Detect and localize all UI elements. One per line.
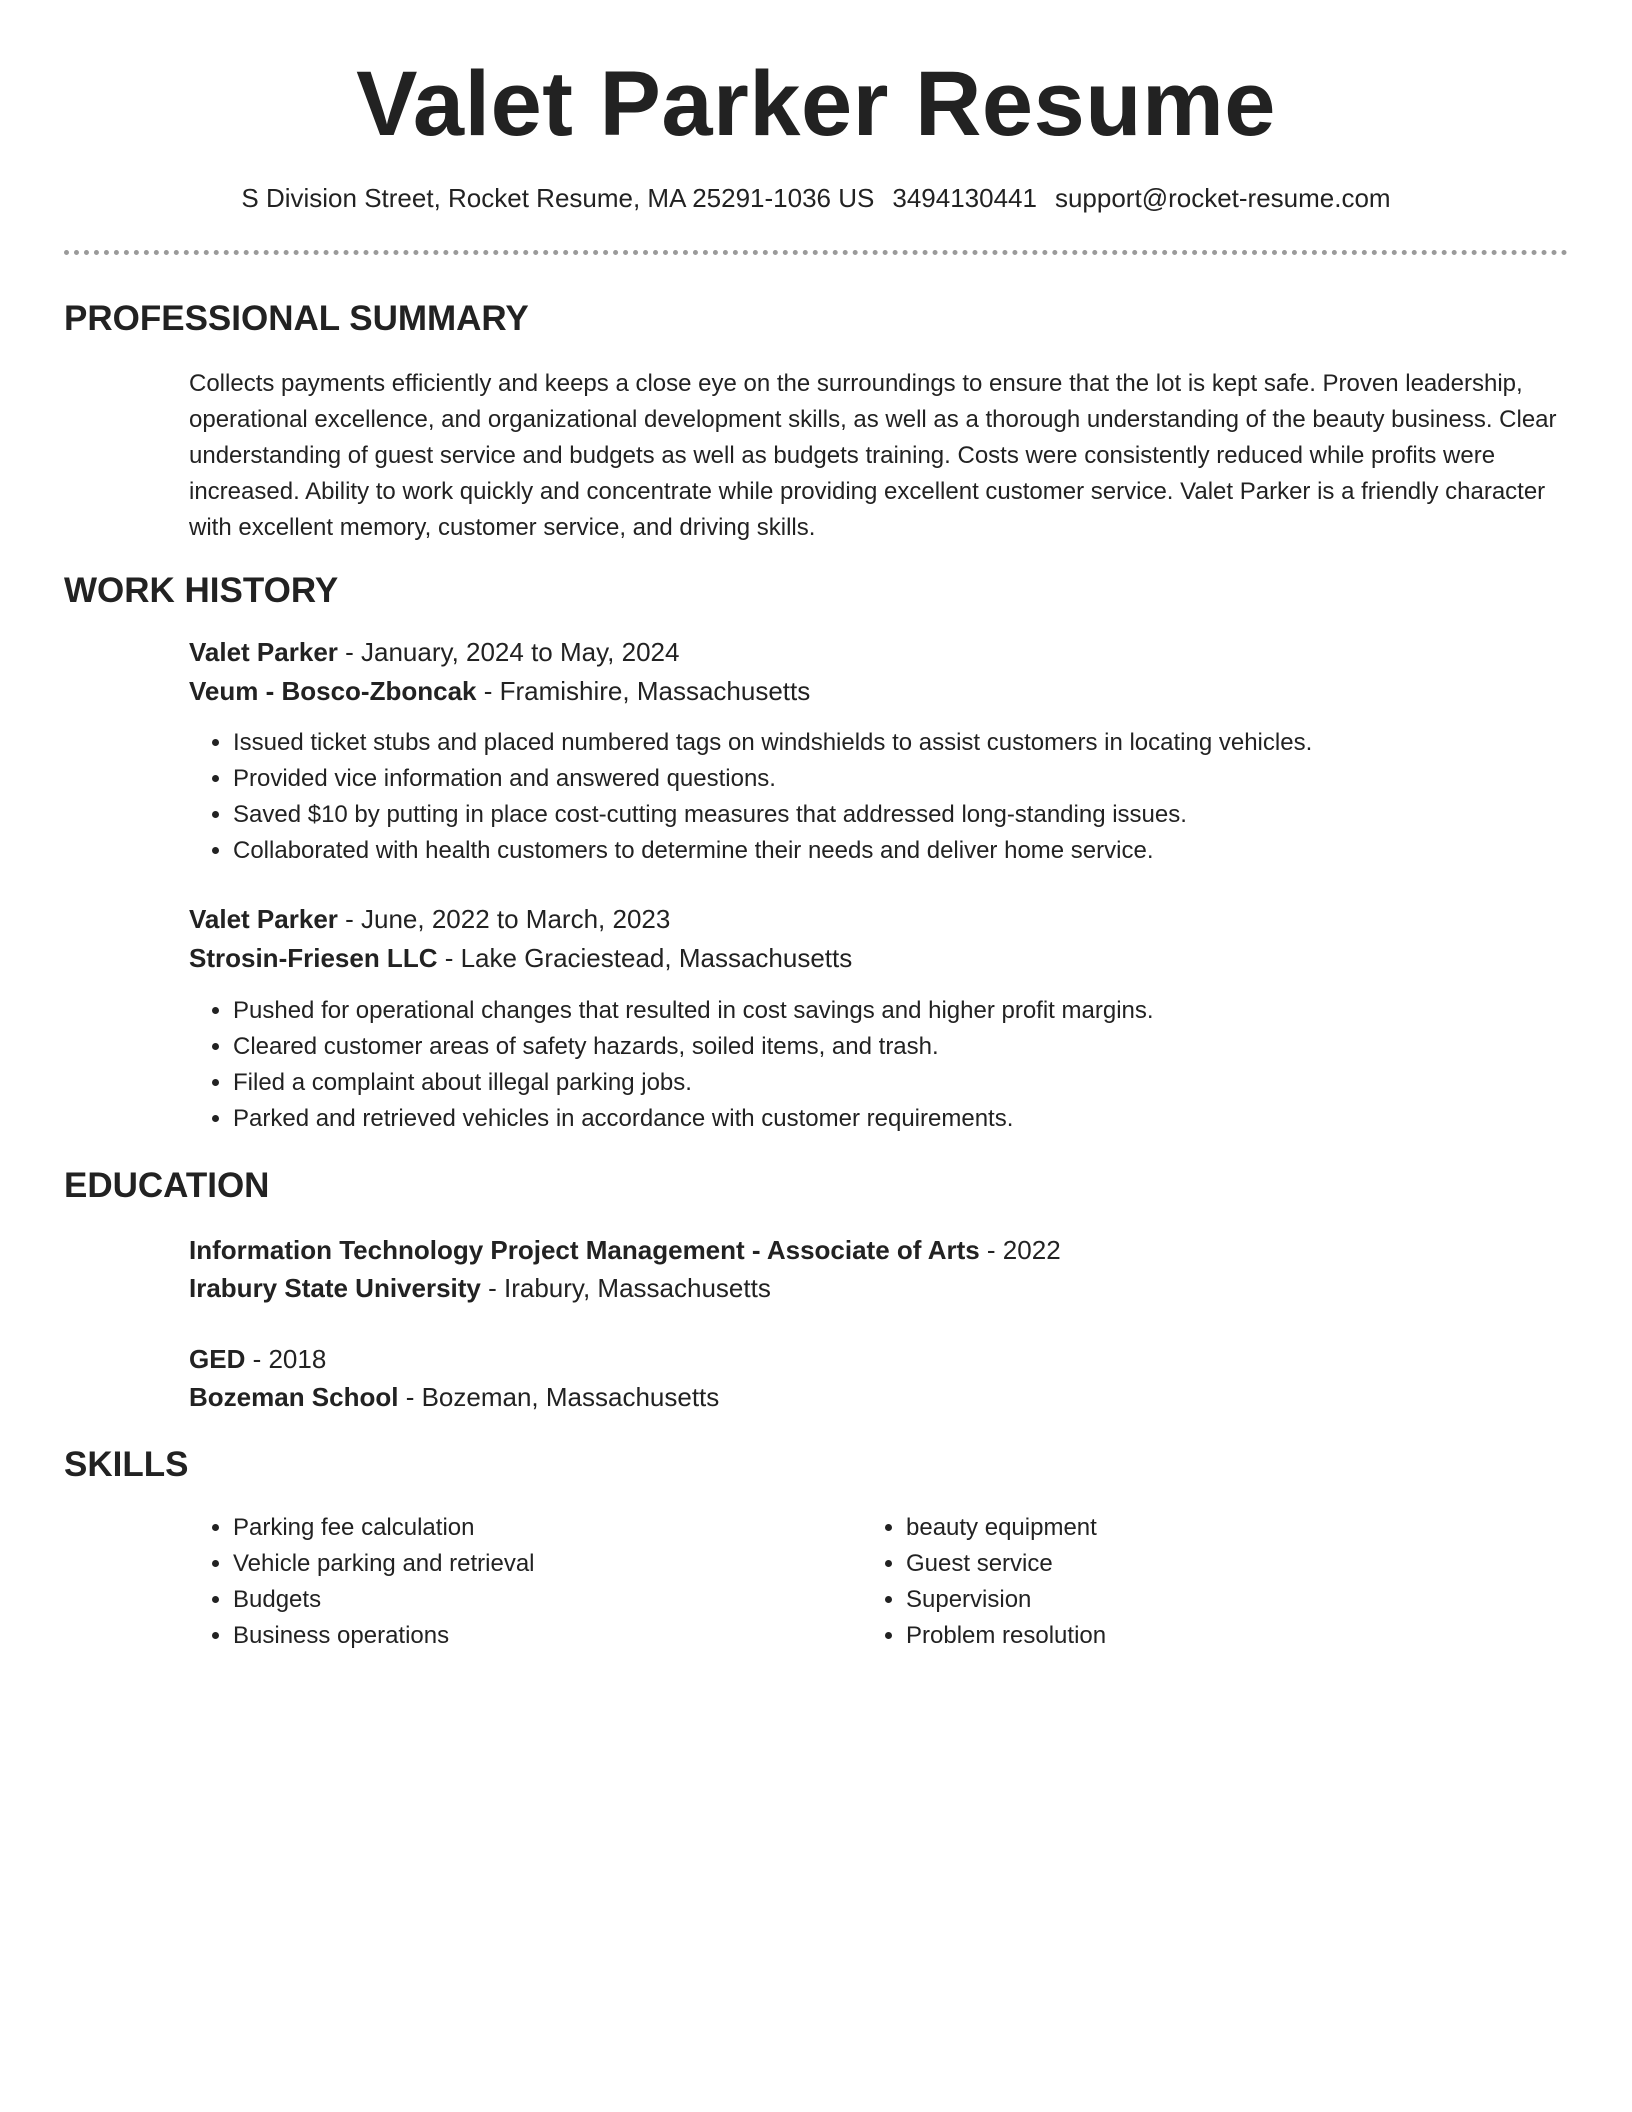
skill-item: • Parking fee calculation: [233, 1510, 535, 1546]
skill-item: • Business operations: [233, 1618, 535, 1654]
job-bullets: [189, 725, 1312, 869]
degree: Information Technology Project Management - Associate of Arts: [189, 1235, 980, 1265]
resume-title: Valet Parker Resume: [356, 53, 1276, 155]
list-item: • Collaborated with health customers to determine their needs and deliver home service.: [233, 833, 1312, 869]
list-item: • Cleared customer areas of safety hazards, soiled items, and trash.: [233, 1029, 1154, 1065]
job-dates: - June, 2022 to March, 2023: [337, 904, 671, 934]
job-location: - Lake Graciestead, Massachusetts: [437, 943, 853, 973]
skills-list-left: [189, 1510, 535, 1654]
header-divider: [64, 250, 1568, 255]
list-item: • Filed a complaint about illegal parking jobs.: [233, 1065, 1154, 1101]
email: support@rocket-resume.com: [1054, 183, 1391, 213]
education-school-line: [189, 1270, 771, 1306]
degree: GED: [189, 1344, 246, 1374]
education-school-line: [189, 1379, 719, 1415]
school-location: - Irabury, Massachusetts: [480, 1273, 771, 1303]
degree-year: - 2018: [245, 1344, 327, 1374]
address: S Division Street, Rocket Resume, MA 25291-1036 US: [241, 183, 875, 213]
contact-line: [0, 180, 1632, 216]
degree-year: - 2022: [979, 1235, 1061, 1265]
job-dates: - January, 2024 to May, 2024: [337, 637, 680, 667]
job-location: - Framishire, Massachusetts: [476, 676, 811, 706]
skills-heading: SKILLS: [64, 1445, 189, 1484]
skill-item: • Problem resolution: [906, 1618, 1106, 1654]
skill-item: • beauty equipment: [906, 1510, 1106, 1546]
skill-item: • Guest service: [906, 1546, 1106, 1582]
skill-item: • Vehicle parking and retrieval: [233, 1546, 535, 1582]
school-location: - Bozeman, Massachusetts: [398, 1382, 720, 1412]
job-position: Valet Parker: [189, 904, 338, 934]
summary-heading: PROFESSIONAL SUMMARY: [64, 299, 529, 338]
education-degree-line: [189, 1232, 1061, 1268]
list-item: • Parked and retrieved vehicles in accordance with customer requirements.: [233, 1101, 1154, 1137]
list-item: • Issued ticket stubs and placed numbered tags on windshields to assist customers in locating vehicles.: [233, 725, 1312, 761]
job-company-line: [189, 940, 852, 976]
list-item: • Provided vice information and answered questions.: [233, 761, 1312, 797]
job-company-line: [189, 673, 810, 709]
skill-item: • Budgets: [233, 1582, 535, 1618]
summary-text: Collects payments efficiently and keeps a close eye on the surroundings to ensure that the lot is kept safe. Proven leadership, operational excellence, and organizational development skills, as well as a thorough understanding of the beauty business. Clear understanding of guest service and budgets as well as budgets training. Costs were consistently reduced while profits were increased. Ability to work quickly and concentrate while providing excellent customer service. Valet Parker is a friendly character with excellent memory, customer service, and driving skills.: [189, 370, 1557, 541]
education-degree-line: [189, 1341, 326, 1377]
education-heading: EDUCATION: [64, 1166, 270, 1205]
job-bullets: [189, 993, 1154, 1137]
job-title-line: [189, 901, 670, 937]
job-company: Veum - Bosco-Zboncak: [189, 676, 477, 706]
list-item: • Pushed for operational changes that resulted in cost savings and higher profit margins.: [233, 993, 1154, 1029]
job-title-line: [189, 634, 679, 670]
skills-list-right: [862, 1510, 1106, 1654]
work-history-heading: WORK HISTORY: [64, 571, 339, 610]
skill-item: • Supervision: [906, 1582, 1106, 1618]
phone: 3494130441: [892, 183, 1037, 213]
list-item: • Saved $10 by putting in place cost-cutting measures that addressed long-standing issues.: [233, 797, 1312, 833]
job-company: Strosin-Friesen LLC: [189, 943, 438, 973]
school: Irabury State University: [189, 1273, 481, 1303]
job-position: Valet Parker: [189, 637, 338, 667]
school: Bozeman School: [189, 1382, 399, 1412]
